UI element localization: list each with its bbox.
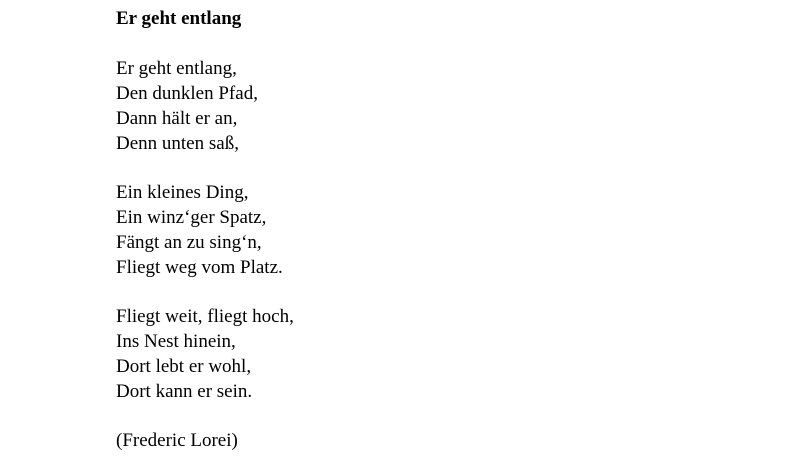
poem-line: Fängt an zu sing‘n, [116,232,262,253]
poem-line: Ein winz‘ger Spatz, [116,207,267,228]
poem-line: Dann hält er an, [116,108,238,129]
poem-line: Ins Nest hinein, [116,331,236,352]
poem-line: Den dunklen Pfad, [116,83,258,104]
stanza-3 [116,304,716,404]
stanza-1 [116,56,716,156]
poem-line: Dort kann er sein. [116,381,253,402]
poem-line: Er geht entlang, [116,58,237,79]
poem-line: Fliegt weit, fliegt hoch, [116,306,294,327]
poem-line: Ein kleines Ding, [116,182,249,203]
poem-line: Denn unten saß, [116,133,239,154]
stanza-2 [116,180,716,280]
poem-line: Dort lebt er wohl, [116,356,252,377]
poem-line: Fliegt weg vom Platz. [116,257,283,278]
poem-title: Er geht entlang [116,8,242,29]
poem-author: (Frederic Lorei) [116,430,238,451]
poem [116,6,716,453]
